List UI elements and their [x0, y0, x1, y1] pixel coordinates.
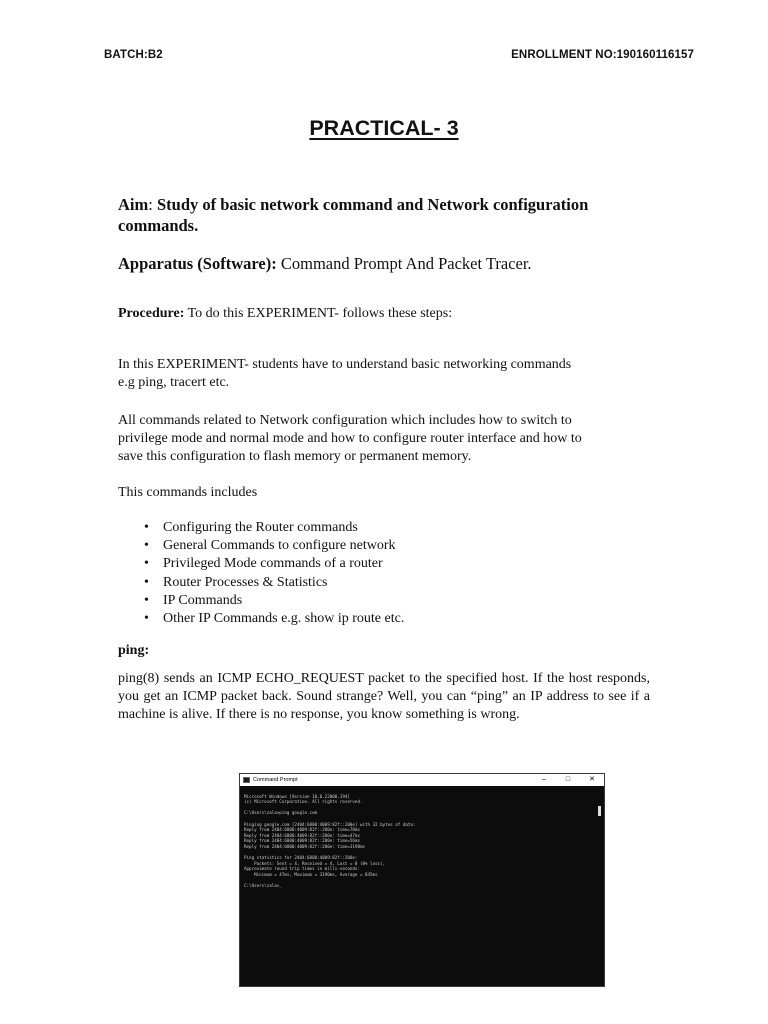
apparatus-text: Command Prompt And Packet Tracer. [280, 254, 532, 273]
cmd-line: Approximate round trip times in milli-seconds: [244, 866, 360, 872]
cmd-line: C:\Users\zala>ping google.com [244, 810, 318, 816]
aim-label: Aim [118, 195, 149, 214]
ping-heading: ping: [118, 643, 150, 658]
intro-paragraph [118, 356, 650, 392]
apparatus-label: Apparatus (Software): [118, 254, 277, 273]
close-icon: ✕ [589, 776, 595, 783]
cmd-line: Reply from 2404:6800:4009:82f::200e: time=78ms [244, 827, 360, 833]
cmd-line: Packets: Sent = 4, Received = 4, Lost = 0 (0% loss), [244, 860, 386, 866]
cmd-output [240, 786, 604, 907]
command-prompt-screenshot [239, 773, 605, 987]
batch-header: BATCH:B2 [104, 49, 163, 61]
list-item: • IP Commands [118, 592, 650, 610]
bullet-icon: • [144, 556, 149, 572]
list-item: • Other IP Commands e.g. show ip route etc. [118, 610, 650, 628]
cmd-titlebar [240, 774, 604, 786]
cmd-line: Pinging google.com [2404:6800:4009:82f::200e] with 32 bytes of data: [244, 821, 416, 827]
cmd-line: Reply from 2404:6800:4009:82f::200e: time=47ms [244, 832, 360, 838]
list-item: • Configuring the Router commands [118, 519, 650, 537]
aim-text: Study of basic network command and Network configuration commands. [118, 195, 589, 235]
config-line-3: save this configuration to flash memory or permanent memory. [118, 449, 472, 464]
config-line-2: privilege mode and normal mode and how to configure router interface and how to [118, 431, 582, 446]
terminal-icon [243, 777, 250, 783]
config-line-1: All commands related to Network configuration which includes how to switch to [118, 413, 572, 428]
enrollment-header: ENROLLMENT NO:190160116157 [511, 49, 694, 61]
bullet-icon: • [144, 592, 149, 608]
cmd-line: Minimum = 47ms, Maximum = 3190ms, Average = 845ms [244, 871, 378, 877]
bullet-icon: • [144, 520, 149, 535]
cmd-line: Microsoft Windows [Version 10.0.22000.194] [244, 793, 350, 799]
bullet-icon: • [144, 574, 149, 590]
cmd-line: C:\Users\zala>_ [244, 883, 282, 889]
minimize-icon: – [542, 776, 546, 783]
config-paragraph [118, 412, 650, 466]
list-item: • Privileged Mode commands of a router [118, 555, 650, 573]
procedure-text: To do this EXPERIMENT- follows these steps: [187, 306, 453, 321]
cmd-line: (c) Microsoft Corporation. All rights reserved. [244, 799, 363, 805]
bullet-icon: • [144, 611, 149, 627]
intro-line-2: e.g ping, tracert etc. [118, 375, 230, 390]
cmd-line: Reply from 2404:6800:4009:82f::200e: time=3190ms [244, 843, 366, 849]
cmd-line: Ping statistics for 2404:6800:4009:82f::200e: [244, 855, 358, 861]
cmd-window-title: Command Prompt [253, 777, 298, 783]
maximize-icon: □ [565, 776, 571, 783]
page-title: PRACTICAL- 3 [309, 116, 459, 140]
aim-section: Aim: Study of basic network command and Network configuration commands. [118, 195, 589, 235]
includes-paragraph: This commands includes [118, 485, 258, 500]
commands-list [118, 519, 650, 628]
list-item: • Router Processes & Statistics [118, 574, 650, 592]
intro-line-1: In this EXPERIMENT- students have to understand basic networking commands [118, 357, 572, 372]
scrollbar-thumb [598, 806, 601, 816]
procedure-section [118, 305, 650, 323]
apparatus-section [118, 253, 650, 274]
ping-description: ping(8) sends an ICMP ECHO_REQUEST packet to the specified host. If the host responds, you get an ICMP packet back. Sound strange? Well, you can “ping” an IP address to see if a machine is alive. If there is no response, you know something is wrong. [118, 671, 650, 723]
cmd-line: Reply from 2404:6800:4009:82f::200e: time=56ms [244, 838, 360, 844]
bullet-icon: • [144, 538, 149, 554]
procedure-label: Procedure: [118, 306, 185, 321]
list-item: • General Commands to configure network [118, 537, 650, 555]
